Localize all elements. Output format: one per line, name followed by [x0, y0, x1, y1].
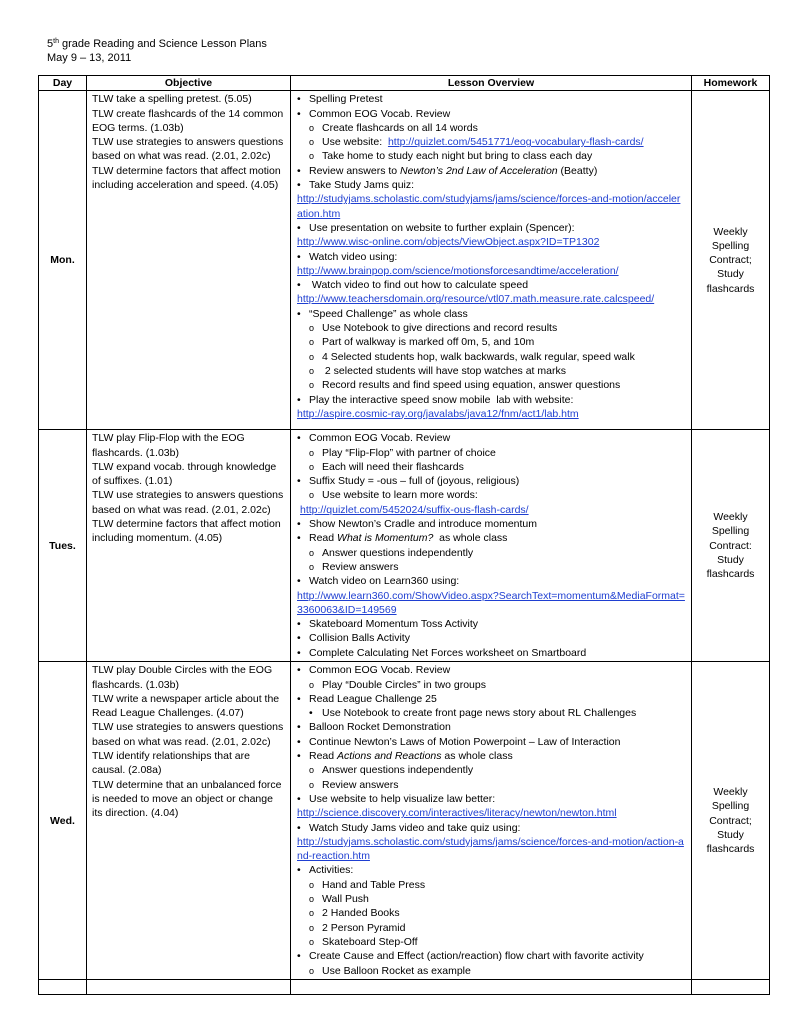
bullet-item [297, 821, 686, 835]
link-line [297, 503, 686, 517]
objective-line: TLW expand vocab. through knowledge of suffixes. (1.01) [92, 460, 277, 488]
item-text [322, 678, 486, 692]
objective-cell [87, 430, 291, 662]
sub-bullet-item [297, 763, 686, 777]
table-row [39, 662, 770, 980]
circle-bullet-icon: o [309, 151, 315, 162]
item-label: Complete Calculating Net Forces worksheet on Smartboard [309, 646, 587, 659]
empty-cell [87, 980, 291, 995]
item-label: Skateboard Step-Off [322, 935, 418, 948]
resource-link[interactable]: http://studyjams.scholastic.com/studyjams/jams/science/forces-and-motion/action-and-reaction.htm [297, 835, 684, 863]
circle-bullet-icon: o [309, 380, 315, 391]
sub-bullet-item [297, 560, 686, 574]
column-header-objective: Objective [87, 76, 291, 91]
bullet-icon: • [297, 735, 301, 748]
column-header-lesson-overview: Lesson Overview [291, 76, 692, 91]
homework-cell: Weekly Spelling Contract: Study flashcards [692, 430, 770, 662]
circle-bullet-icon: o [309, 965, 315, 976]
item-label: Show Newton’s Cradle and introduce momentum [309, 518, 538, 531]
item-label: Common EOG Vocab. Review [309, 432, 451, 445]
circle-bullet-icon: o [309, 365, 315, 376]
bullet-icon: • [297, 307, 301, 320]
item-text [322, 149, 592, 163]
item-text [322, 350, 635, 364]
sub-bullet-item [297, 778, 686, 792]
item-suffix: as whole class [433, 532, 508, 545]
objective-line: TLW play Double Circles with the EOG flashcards. (1.03b) [92, 664, 273, 691]
item-label: Collision Balls Activity [309, 632, 410, 645]
item-label: Review answers [322, 778, 399, 791]
sub-bullet-item [297, 906, 686, 920]
item-text [322, 335, 534, 349]
table-row [39, 430, 770, 662]
resource-link[interactable]: http://www.teachersdomain.org/resource/vtl07.math.measure.rate.calcspeed/ [297, 293, 655, 306]
item-label: Take home to study each night but bring to class each day [322, 150, 593, 163]
item-label: Part of walkway is marked off 0m, 5, and 10m [322, 336, 535, 349]
bullet-icon: • [297, 93, 301, 106]
sub-bullet-item [297, 364, 686, 378]
resource-link[interactable]: http://www.learn360.com/ShowVideo.aspx?SearchText=momentum&MediaFormat=3360063&ID=149569 [297, 589, 685, 616]
item-label: 2 Person Pyramid [322, 921, 406, 934]
item-text [297, 836, 684, 862]
bullet-item [297, 393, 686, 407]
circle-bullet-icon: o [309, 765, 315, 776]
item-label: Use Notebook to give directions and record results [322, 322, 558, 335]
circle-bullet-icon: o [309, 447, 315, 458]
item-label: Record results and find speed using equation, answer questions [322, 379, 621, 392]
item-label: Use website to help visualize law better: [309, 792, 496, 805]
item-label: Answer questions independently [322, 546, 474, 559]
item-text [309, 250, 397, 264]
item-label: Use Balloon Rocket as example [322, 964, 471, 977]
sub-bullet-item [297, 446, 686, 460]
item-label: Watch video on Learn360 using: [309, 575, 460, 588]
sub-bullet-item [297, 892, 686, 906]
item-text [322, 560, 398, 574]
sub-bullet-item [297, 460, 686, 474]
empty-cell [39, 980, 87, 995]
bullet-icon: • [297, 107, 301, 120]
empty-cell [692, 980, 770, 995]
bullet-icon: • [297, 618, 301, 631]
objective-line: TLW use strategies to answers questions based on what was read. (2.01, 2.02c) [92, 489, 284, 516]
bullet-item [297, 720, 686, 734]
item-text [297, 236, 599, 248]
bullet-item [297, 431, 686, 445]
item-label: Review answers [322, 560, 399, 573]
bullet-item [297, 574, 686, 588]
objective-line: TLW use strategies to answers questions based on what was read. (2.01, 2.02c) [92, 136, 284, 163]
circle-bullet-icon: o [309, 490, 315, 501]
homework-cell: Weekly Spelling Contract; Study flashcards [692, 662, 770, 980]
bullet-item [297, 617, 686, 631]
link-line [297, 264, 686, 278]
item-label: 2 Handed Books [322, 907, 400, 920]
item-text [309, 92, 383, 106]
bullet-icon: • [297, 692, 301, 705]
bullet-item [297, 474, 686, 488]
resource-link[interactable]: http://www.wisc-online.com/objects/ViewObject.aspx?ID=TP1302 [297, 236, 600, 249]
sub-bullet-item [297, 149, 686, 163]
item-label: Read League Challenge 25 [309, 692, 437, 705]
bullet-icon: • [297, 475, 301, 488]
circle-bullet-icon: o [309, 337, 315, 348]
bullet-item [297, 107, 686, 121]
item-label: Read [309, 750, 338, 763]
item-label: Review answers to [309, 164, 401, 177]
circle-bullet-icon: o [309, 922, 315, 933]
item-text [322, 321, 557, 335]
item-label: Play “Double Circles” in two groups [322, 678, 486, 691]
sub-bullet-item [297, 878, 686, 892]
item-label: Watch video to find out how to calculate speed [309, 279, 529, 292]
objective-line: TLW play Flip-Flop with the EOG flashcards. (1.03b) [92, 432, 245, 459]
sub-bullet-item [297, 546, 686, 560]
bullet-item [297, 92, 686, 106]
item-text [309, 431, 450, 445]
item-text [322, 878, 425, 892]
item-label: Suffix Study = -ous – full of (joyous, religious) [309, 475, 520, 488]
item-text [322, 892, 369, 906]
objective-line: TLW write a newspaper article about the Read League Challenges. (4.07) [92, 692, 280, 720]
circle-bullet-icon: o [309, 137, 315, 148]
document-date-range: May 9 – 13, 2011 [47, 52, 132, 64]
column-header-day: Day [39, 76, 87, 91]
item-label: Watch Study Jams video and take quiz using: [309, 821, 521, 834]
item-text [322, 135, 644, 149]
resource-link[interactable]: http://www.brainpop.com/science/motionsforcesandtime/acceleration/ [297, 264, 619, 277]
bullet-icon: • [297, 164, 301, 177]
item-text [322, 964, 471, 978]
item-text [309, 617, 478, 631]
item-text [309, 646, 586, 660]
item-text [309, 164, 597, 178]
bullet-item [297, 631, 686, 645]
bullet-icon: • [309, 707, 313, 720]
item-text [322, 763, 473, 777]
item-text [309, 107, 450, 121]
bullet-icon: • [297, 721, 301, 734]
resource-link[interactable]: http://studyjams.scholastic.com/studyjams/jams/science/forces-and-motion/acceleration.htm [297, 193, 681, 220]
column-header-homework: Homework [692, 76, 770, 91]
item-label: Create flashcards on all 14 words [322, 121, 478, 134]
bullet-icon: • [297, 821, 301, 834]
item-text [322, 460, 464, 474]
bullet-icon: • [297, 632, 301, 645]
link-line [297, 835, 686, 864]
bullet-item [297, 307, 686, 321]
item-text [309, 393, 573, 407]
objective-line: TLW determine factors that affect motion including momentum. (4.05) [92, 518, 281, 545]
item-text [309, 749, 513, 763]
link-line [297, 407, 686, 421]
bullet-item [297, 663, 686, 677]
item-label: 2 selected students will have stop watches at marks [322, 364, 566, 377]
objective-line: TLW identify relationships that are causal. (2.08a) [92, 750, 250, 777]
day-cell: Wed. [39, 662, 87, 980]
objective-line: TLW determine factors that affect motion including acceleration and speed. (4.05) [92, 164, 281, 192]
item-label: Activities: [309, 864, 354, 877]
item-text [309, 517, 537, 531]
resource-link[interactable]: http://aspire.cosmic-ray.org/javalabs/java12/fnm/act1/lab.htm [297, 407, 579, 420]
link-line [297, 589, 686, 618]
item-label: Common EOG Vocab. Review [309, 664, 451, 677]
objective-line: TLW use strategies to answers questions based on what was read. (2.01, 2.02c) [92, 721, 284, 748]
link-line [297, 192, 686, 221]
bullet-icon: • [297, 518, 301, 531]
item-text [322, 935, 418, 949]
item-title: Newton’s 2nd Law of Acceleration [400, 164, 558, 177]
link-line [297, 292, 686, 306]
item-label: Common EOG Vocab. Review [309, 107, 451, 120]
item-text [309, 720, 451, 734]
bullet-item [297, 250, 686, 264]
item-text [309, 531, 507, 545]
item-text [309, 735, 620, 749]
item-text [309, 178, 414, 192]
item-label: Continue Newton’s Laws of Motion Powerpoint – Law of Interaction [309, 735, 621, 748]
item-label: Take Study Jams quiz: [309, 179, 415, 192]
item-text [309, 692, 437, 706]
item-text [309, 663, 450, 677]
item-label: Use website: [322, 136, 388, 149]
circle-bullet-icon: o [309, 908, 315, 919]
bullet-item [297, 792, 686, 806]
bullet-icon: • [297, 279, 301, 292]
document-title: 5th grade Reading and Science Lesson Plans [47, 38, 267, 50]
bullet-item [297, 735, 686, 749]
bullet-icon: • [297, 179, 301, 192]
item-label: Create Cause and Effect (action/reaction) flow chart with favorite activity [309, 950, 644, 963]
item-suffix: as whole class [441, 750, 513, 763]
item-label: Spelling Pretest [309, 93, 383, 106]
sub-bullet-item [297, 121, 686, 135]
item-text [309, 863, 353, 877]
item-text [322, 778, 398, 792]
item-text [309, 474, 519, 488]
item-text [309, 574, 459, 588]
resource-link[interactable]: http://science.discovery.com/interactives/literacy/newton/newton.html [297, 807, 617, 820]
circle-bullet-icon: o [309, 461, 315, 472]
sub-bullet-item [297, 964, 686, 978]
bullet-icon: • [297, 575, 301, 588]
bullet-item [297, 178, 686, 192]
bullet-item [297, 692, 686, 706]
item-label: Read [309, 532, 338, 545]
resource-link[interactable]: http://quizlet.com/5452024/suffix-ous-flash-cards/ [300, 503, 529, 516]
item-label: Skateboard Momentum Toss Activity [309, 618, 479, 631]
item-text [309, 949, 644, 963]
day-cell: Mon. [39, 91, 87, 430]
lesson-plan-table [38, 75, 770, 995]
circle-bullet-icon: o [309, 879, 315, 890]
item-text [322, 121, 478, 135]
item-suffix: (Beatty) [557, 164, 598, 177]
item-text [309, 307, 468, 321]
bullet-item [297, 517, 686, 531]
sub-bullet-item [297, 335, 686, 349]
circle-bullet-icon: o [309, 779, 315, 790]
sub-bullet-item [297, 488, 686, 502]
bullet-icon: • [297, 792, 301, 805]
item-text [309, 278, 528, 292]
item-label: Answer questions independently [322, 764, 474, 777]
day-cell: Tues. [39, 430, 87, 662]
bullet-icon: • [297, 432, 301, 445]
item-label: Use presentation on website to further explain (Spencer): [309, 221, 575, 234]
item-text [297, 293, 654, 305]
item-label: Balloon Rocket Demonstration [309, 721, 451, 734]
item-label: Play the interactive speed snow mobile lab with website: [309, 393, 574, 406]
bullet-item [297, 949, 686, 963]
circle-bullet-icon: o [309, 351, 315, 362]
link-line [297, 806, 686, 820]
item-label: Each will need their flashcards [322, 460, 464, 473]
item-text [297, 408, 579, 420]
item-text [297, 193, 680, 219]
link-line [297, 235, 686, 249]
objective-cell [87, 91, 291, 430]
item-text [322, 706, 636, 720]
item-label: Watch video using: [309, 250, 398, 263]
item-text [322, 921, 405, 935]
circle-bullet-icon: o [309, 122, 315, 133]
empty-cell [291, 980, 692, 995]
item-title: What is Momentum? [337, 532, 434, 545]
bullet-item [297, 531, 686, 545]
sub-bullet-item [297, 921, 686, 935]
item-title: Actions and Reactions [337, 750, 442, 763]
sub-bullet-item [297, 135, 686, 149]
objective-line: TLW determine that an unbalanced force is needed to move an object or change its direction. (4.04) [92, 778, 282, 820]
item-text [322, 378, 620, 392]
item-label: Play “Flip-Flop” with partner of choice [322, 446, 496, 459]
bullet-item [297, 646, 686, 660]
bullet-item [297, 221, 686, 235]
item-label: “Speed Challenge” as whole class [309, 307, 468, 320]
bullet-item [297, 863, 686, 877]
circle-bullet-icon: o [309, 547, 315, 558]
bullet-item [297, 749, 686, 763]
item-text [297, 807, 617, 819]
item-label: Wall Push [322, 893, 369, 906]
objective-cell [87, 662, 291, 980]
bullet-icon: • [297, 646, 301, 659]
sub-bullet-item [297, 321, 686, 335]
item-label: 4 Selected students hop, walk backwards, walk regular, speed walk [322, 350, 635, 363]
item-text [309, 821, 520, 835]
circle-bullet-icon: o [309, 323, 315, 334]
item-text [322, 446, 496, 460]
sub-bullet-item [297, 378, 686, 392]
item-text [322, 364, 566, 378]
item-text [309, 221, 575, 235]
homework-cell: Weekly Spelling Contract; Study flashcards [692, 91, 770, 430]
objective-line: TLW take a spelling pretest. (5.05) [92, 93, 252, 106]
item-text [309, 631, 410, 645]
item-text [322, 488, 478, 502]
table-row [39, 91, 770, 430]
item-text [309, 792, 495, 806]
item-label: Hand and Table Press [322, 878, 426, 891]
bullet-icon: • [297, 221, 301, 234]
table-header-row [39, 76, 770, 91]
item-label: Use Notebook to create front page news story about RL Challenges [322, 707, 637, 720]
lesson-overview-cell [291, 430, 692, 662]
resource-link[interactable]: http://quizlet.com/5451771/eog-vocabulary-flash-cards/ [387, 136, 644, 149]
item-text [297, 265, 619, 277]
item-text [300, 504, 529, 516]
bullet-item [297, 278, 686, 292]
item-text [322, 906, 400, 920]
sub-bullet-item [297, 678, 686, 692]
bullet-icon: • [297, 664, 301, 677]
bullet-icon: • [297, 864, 301, 877]
table-row-empty [39, 980, 770, 995]
item-label: Use website to learn more words: [322, 489, 478, 502]
bullet-icon: • [297, 750, 301, 763]
lesson-overview-cell [291, 662, 692, 980]
lesson-overview-cell [291, 91, 692, 430]
circle-bullet-icon: o [309, 679, 315, 690]
circle-bullet-icon: o [309, 936, 315, 947]
sub-bullet-item [297, 935, 686, 949]
bullet-icon: • [297, 532, 301, 545]
objective-line: TLW create flashcards of the 14 common EOG terms. (1.03b) [92, 107, 284, 134]
bullet-item [297, 164, 686, 178]
sub-bullet-item [297, 350, 686, 364]
bullet-icon: • [297, 250, 301, 263]
bullet-icon: • [297, 950, 301, 963]
bullet-icon: • [297, 393, 301, 406]
item-text [297, 590, 685, 616]
sub-bullet-item [297, 706, 686, 720]
circle-bullet-icon: o [309, 561, 315, 572]
item-text [322, 546, 473, 560]
circle-bullet-icon: o [309, 894, 315, 905]
